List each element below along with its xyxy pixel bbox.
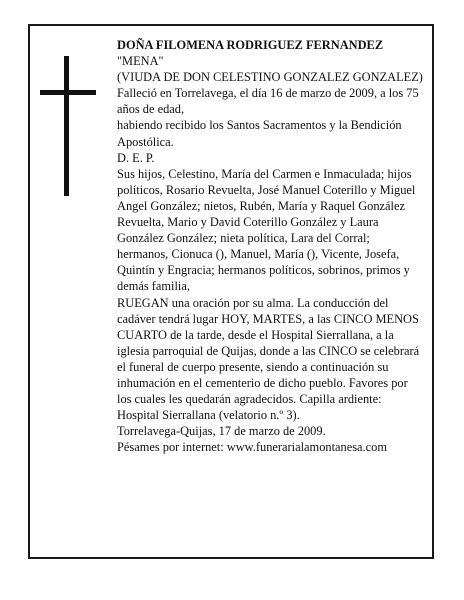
place-date: Torrelavega-Quijas, 17 de marzo de 2009.	[117, 424, 326, 439]
condolences-text: Pésames por internet: www.funerarialamontanesa.com	[117, 440, 387, 455]
rip-text: D. E. P.	[117, 150, 155, 165]
cross-icon	[40, 56, 96, 196]
deceased-nickname: "MENA"	[117, 54, 164, 69]
family-text: Sus hijos, Celestino, María del Carmen e Inmaculada; hijos políticos, Rosario Revuelta, José Manuel Coterillo y Miguel Angel González; nietos, Rubén, María y Raquel González Revuelta, Mario y David Coterillo González y Laura González González; nieta política, Lara del Corral; hermanos, Cionuca (), Manuel, María (), Vicente, Josefa, Quintín y Engracia; hermanos políticos, sobrinos, primos y demás familia,	[117, 166, 416, 294]
deceased-name: DOÑA FILOMENA RODRIGUEZ FERNANDEZ	[117, 38, 384, 52]
widow-of: (VIUDA DE DON CELESTINO GONZALEZ GONZALEZ)	[117, 70, 423, 85]
sacraments-text: habiendo recibido los Santos Sacramentos y la Bendición Apostólica.	[117, 118, 402, 149]
death-info: Falleció en Torrelavega, el día 16 de marzo de 2009, a los 75 años de edad,	[117, 86, 419, 117]
funeral-text: RUEGAN una oración por su alma. La conducción del cadáver tendrá lugar HOY, MARTES, a las CINCO MENOS CUARTO de la tarde, desde el Hospital Sierrallana, a la iglesia parroquial de Quijas, donde a las CINCO se celebrará el funeral de cuerpo presente, siendo a continuación su inhumación en el cementerio de dicho pueblo. Favores por los cuales les quedarán agradecidos. Capilla ardiente: Hospital Sierrallana (velatorio n.º 3).	[117, 295, 420, 423]
notice-body	[117, 37, 423, 455]
